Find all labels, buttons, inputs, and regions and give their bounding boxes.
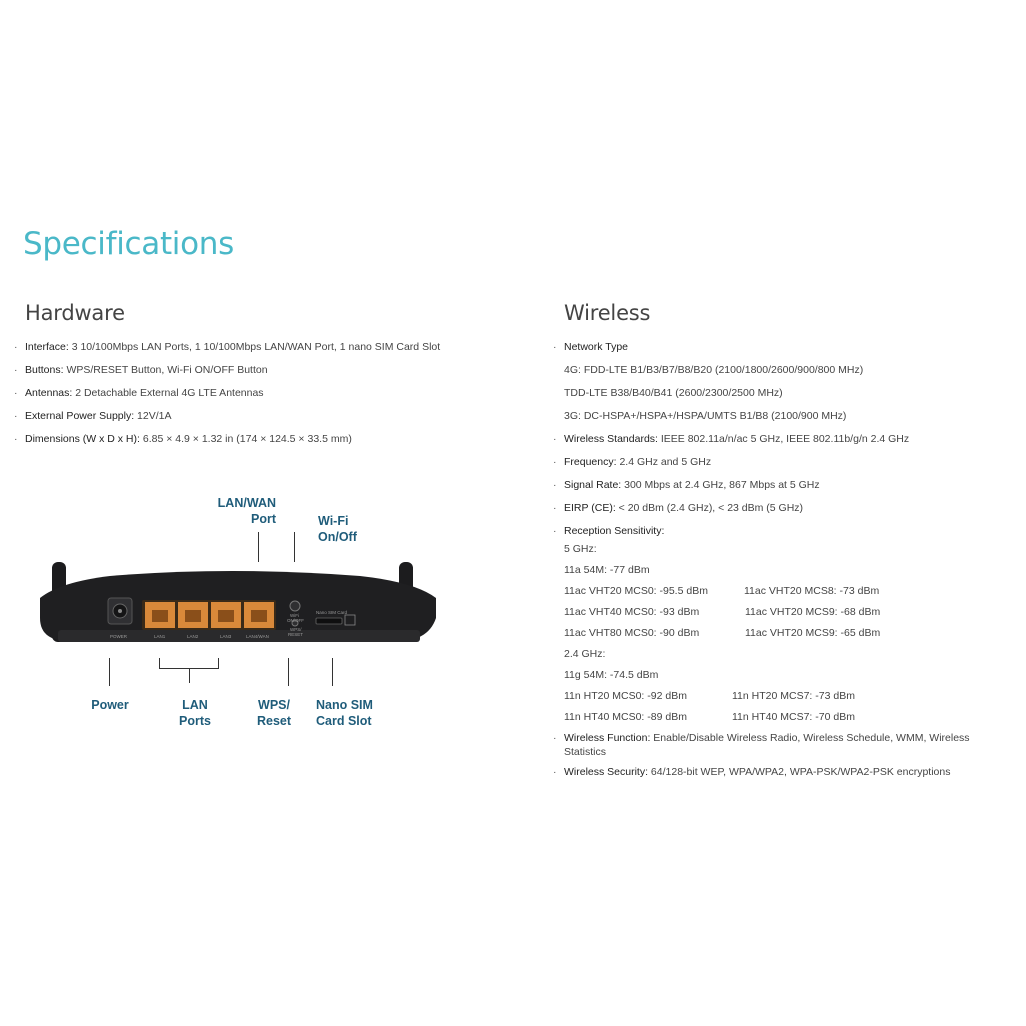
sensitivity-row [553, 710, 1013, 731]
device-label-wifi-2: ON/OFF [287, 618, 304, 623]
sensitivity-row [553, 668, 1013, 689]
callout-line: Card Slot [316, 714, 372, 728]
bullet-icon: · [553, 433, 557, 445]
spec-value: WPS/RESET Button, Wi-Fi ON/OFF Button [63, 364, 268, 376]
spec-item-interface [14, 340, 534, 354]
spec-item-buttons [14, 363, 534, 377]
callout-wps-reset [244, 697, 304, 729]
callout-line: On/Off [318, 530, 357, 544]
bullet-icon: · [14, 364, 18, 376]
bullet-icon: · [553, 766, 557, 778]
callout-wifi-on-off [318, 513, 368, 545]
spec-value: IEEE 802.11a/n/ac 5 GHz, IEEE 802.11b/g/n 2.4 GHz [657, 433, 910, 445]
callout-line: Nano SIM [316, 698, 373, 712]
callout-lan-wan-port [206, 495, 276, 527]
sensitivity-band-label [553, 647, 1013, 668]
bullet-icon: · [14, 410, 18, 422]
wifi-button-icon [290, 601, 300, 611]
sensitivity-cell: 11n HT20 MCS7: -73 dBm [732, 690, 855, 702]
sim-slot-icon [316, 618, 342, 624]
spec-value: 3 10/100Mbps LAN Ports, 1 10/100Mbps LAN/WAN Port, 1 nano SIM Card Slot [68, 341, 441, 353]
spec-key: Antennas: [25, 387, 73, 399]
spec-item-wireless-standards [553, 432, 1013, 446]
spec-value: 2 Detachable External 4G LTE Antennas [72, 387, 264, 399]
spec-key: Reception Sensitivity: [564, 525, 665, 537]
spec-key: Signal Rate: [564, 479, 622, 491]
leader-line [258, 532, 259, 562]
device-label-lanwan: LAN4/WAN [246, 634, 269, 639]
hardware-heading: Hardware [25, 301, 125, 325]
bullet-icon: · [553, 341, 557, 353]
wireless-heading: Wireless [564, 301, 651, 325]
sensitivity-cell: 11ac VHT20 MCS9: -65 dBm [745, 627, 881, 639]
spec-key: Wireless Standards: [564, 433, 658, 445]
bullet-icon: · [14, 341, 18, 353]
network-type-line: 3G: DC-HSPA+/HSPA+/HSPA/UMTS B1/B8 (2100/900 MHz) [564, 410, 847, 422]
sensitivity-row [553, 605, 1013, 626]
device-label-sim: Nano SIM Card [316, 610, 348, 615]
sensitivity-cell: 11a 54M: -77 dBm [564, 564, 650, 576]
spec-key: Wireless Security: [564, 766, 649, 778]
lan-ports-icon [142, 600, 276, 630]
bullet-icon: · [553, 479, 557, 491]
spec-key: External Power Supply: [25, 410, 135, 422]
sensitivity-band-label [553, 542, 1013, 563]
hardware-spec-list [14, 340, 534, 455]
leader-line [218, 658, 219, 668]
network-type-line: 4G: FDD-LTE B1/B3/B7/B8/B20 (2100/1800/2600/900/800 MHz) [564, 364, 864, 376]
sensitivity-cell: 11g 54M: -74.5 dBm [564, 669, 659, 681]
device-label-wps-2: RESET [288, 632, 304, 637]
router-rear-panel-diagram [0, 480, 540, 740]
bullet-icon: · [553, 502, 557, 514]
bullet-icon: · [14, 433, 18, 445]
spec-key: Network Type [564, 341, 628, 353]
leader-line [288, 658, 289, 686]
callout-lan-ports [165, 697, 225, 729]
device-label-lan2: LAN2 [187, 634, 199, 639]
sensitivity-cell: 11ac VHT40 MCS0: -93 dBm [564, 606, 700, 618]
sensitivity-cell: 11n HT40 MCS0: -89 dBm [564, 711, 687, 723]
spec-item-reception-sensitivity [553, 524, 1013, 538]
sensitivity-cell: 11ac VHT20 MCS9: -68 dBm [745, 606, 881, 618]
leader-line [109, 658, 110, 686]
leader-line [332, 658, 333, 686]
callout-line: WPS/ [258, 698, 290, 712]
sensitivity-cell: 11n HT40 MCS7: -70 dBm [732, 711, 855, 723]
spec-value: 2.4 GHz and 5 GHz [616, 456, 712, 468]
spec-value: Enable/Disable Wireless Radio, Wireless Schedule, WMM, Wireless Statistics [564, 732, 970, 758]
callout-line: Reset [256, 714, 292, 728]
callout-line: LAN/WAN [217, 496, 276, 510]
callout-line: LAN [182, 698, 208, 712]
callout-power [80, 697, 140, 713]
leader-line [294, 532, 295, 562]
sensitivity-cell: 11n HT20 MCS0: -92 dBm [564, 690, 687, 702]
spec-item-wireless-security [553, 765, 1013, 779]
spec-key: Dimensions (W x D x H): [25, 433, 140, 445]
leader-line [159, 658, 160, 668]
device-label-power: POWER [110, 634, 128, 639]
bullet-icon: · [14, 387, 18, 399]
sensitivity-band-text: 5 GHz: [564, 543, 597, 555]
sensitivity-cell: 11ac VHT20 MCS8: -73 dBm [744, 585, 880, 597]
callout-line: Port [251, 512, 276, 526]
bullet-icon: · [553, 456, 557, 468]
device-label-lan1: LAN1 [154, 634, 166, 639]
bullet-icon: · [553, 525, 557, 537]
device-label-wifi: WiFi [290, 613, 299, 618]
sensitivity-row [553, 626, 1013, 647]
device-label-lan3: LAN3 [220, 634, 232, 639]
sensitivity-row [553, 584, 1013, 605]
callout-line: Ports [179, 714, 211, 728]
leader-line [189, 668, 190, 683]
wireless-spec-list [553, 340, 1013, 788]
spec-key: Frequency: [564, 456, 617, 468]
spec-value: 300 Mbps at 2.4 GHz, 867 Mbps at 5 GHz [621, 479, 820, 491]
page-title: Specifications [23, 226, 234, 262]
device-label-wps: WPS/ [290, 627, 302, 632]
callout-nano-sim [316, 697, 386, 729]
spec-item-wireless-function [553, 731, 1013, 759]
spec-key: Wireless Function: [564, 732, 651, 744]
spec-item-power-supply [14, 409, 534, 423]
sensitivity-cell: 11ac VHT20 MCS0: -95.5 dBm [564, 585, 708, 597]
spec-item-network-type [553, 340, 1013, 354]
spec-key: Buttons: [25, 364, 64, 376]
bullet-icon: · [553, 732, 557, 744]
sensitivity-row [553, 689, 1013, 710]
callout-line: Power [91, 698, 129, 712]
spec-item-eirp [553, 501, 1013, 515]
sensitivity-cell: 11ac VHT80 MCS0: -90 dBm [564, 627, 700, 639]
callout-line: Wi-Fi [318, 514, 349, 528]
spec-value: 64/128-bit WEP, WPA/WPA2, WPA-PSK/WPA2-PSK encryptions [648, 766, 951, 778]
spec-value: 6.85 × 4.9 × 1.32 in (174 × 124.5 × 33.5 mm) [139, 433, 352, 445]
network-type-line: TDD-LTE B38/B40/B41 (2600/2300/2500 MHz) [564, 387, 783, 399]
spec-item-dimensions [14, 432, 534, 446]
spec-key: EIRP (CE): [564, 502, 616, 514]
spec-item-signal-rate [553, 478, 1013, 492]
spec-item-frequency [553, 455, 1013, 469]
spec-key: Interface: [25, 341, 69, 353]
spec-value: 12V/1A [134, 410, 172, 422]
spec-item-antennas [14, 386, 534, 400]
sensitivity-row [553, 563, 1013, 584]
sensitivity-band-text: 2.4 GHz: [564, 648, 606, 660]
spec-value: < 20 dBm (2.4 GHz), < 23 dBm (5 GHz) [615, 502, 804, 514]
